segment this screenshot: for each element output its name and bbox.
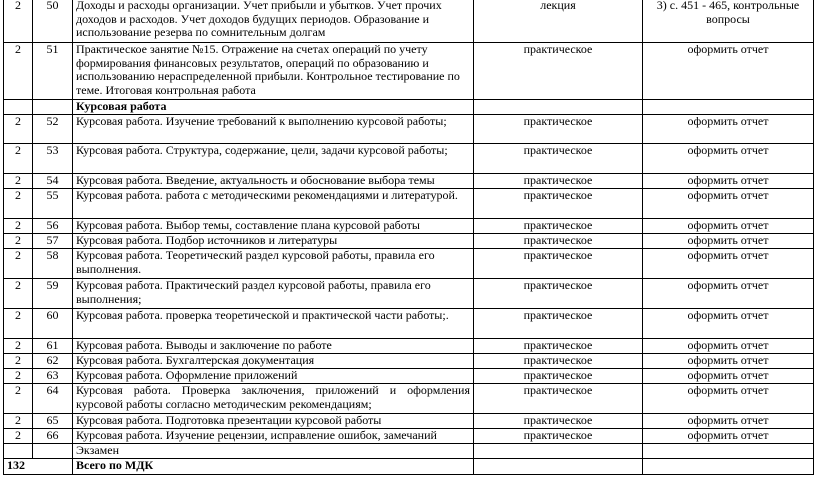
- topic-keyword: Курсовая работа.: [76, 173, 163, 187]
- topic-text: Подбор источников и литературы: [165, 233, 338, 247]
- lesson-number-cell: 60: [33, 309, 73, 339]
- topic-text: Теоретический раздел курсовой работы, правила его выполнения.: [76, 248, 435, 276]
- topic-keyword: Курсовая работа.: [76, 278, 163, 292]
- topic-text: Проверка заключения, приложений и оформления курсовой работы согласно методическим рекомендациям;: [76, 383, 470, 411]
- empty-cell: [33, 100, 73, 115]
- topic-cell: [73, 384, 474, 414]
- topic-text: проверка теоретической и практической части работы;.: [165, 308, 449, 322]
- topic-cell: Доходы и расходы организации. Учет прибыли и убытков. Учет прочих доходов и расходов. Учет доходов будущих периодов. Образование и использование резерва по сомнительным долгам: [73, 0, 474, 43]
- table-row: [4, 339, 814, 354]
- homework-cell: оформить отчет: [643, 219, 814, 234]
- homework-cell: оформить отчет: [643, 414, 814, 429]
- homework-cell: оформить отчет: [643, 43, 814, 100]
- lesson-number-cell: 64: [33, 384, 73, 414]
- lesson-number-cell: 61: [33, 339, 73, 354]
- topic-text: Подготовка презентации курсовой работы: [165, 413, 382, 427]
- lesson-type-cell: практическое: [474, 384, 643, 414]
- topic-keyword: Курсовая работа.: [76, 308, 163, 322]
- homework-cell: оформить отчет: [643, 234, 814, 249]
- lesson-type-cell: практическое: [474, 339, 643, 354]
- exam-label: Экзамен: [73, 444, 474, 459]
- table-row: [4, 189, 814, 219]
- exam-row: [4, 444, 814, 459]
- topic-keyword: Курсовая работа.: [76, 428, 163, 442]
- table-row: [4, 369, 814, 384]
- lesson-number-cell: 62: [33, 354, 73, 369]
- table-row: [4, 115, 814, 144]
- topic-cell: [73, 189, 474, 219]
- empty-cell: [4, 100, 33, 115]
- empty-cell: [474, 100, 643, 115]
- table-row: [4, 354, 814, 369]
- topic-text: Выбор темы, составление плана курсовой работы: [165, 218, 420, 232]
- table-row: [4, 249, 814, 279]
- lesson-number-cell: 56: [33, 219, 73, 234]
- topic-keyword: Курсовая работа.: [76, 383, 171, 397]
- empty-cell: [33, 444, 73, 459]
- topic-keyword: Курсовая работа.: [76, 143, 163, 157]
- homework-cell: оформить отчет: [643, 354, 814, 369]
- topic-cell: [73, 115, 474, 144]
- topic-keyword: Курсовая работа.: [76, 218, 163, 232]
- lesson-type-cell: практическое: [474, 115, 643, 144]
- topic-cell: [73, 339, 474, 354]
- topic-keyword: Курсовая работа.: [76, 248, 163, 262]
- topic-text: Практический раздел курсовой работы, правила его выполнения;: [76, 278, 431, 306]
- homework-cell: 3) с. 451 - 465, контрольные вопросы: [643, 0, 814, 43]
- lesson-type-cell: практическое: [474, 369, 643, 384]
- homework-cell: оформить отчет: [643, 339, 814, 354]
- topic-cell: [73, 219, 474, 234]
- topic-cell: [73, 354, 474, 369]
- topic-text: Бухгалтерская документация: [165, 353, 315, 367]
- semester-cell: 2: [4, 144, 33, 174]
- table-row: [4, 384, 814, 414]
- semester-cell: 2: [4, 309, 33, 339]
- semester-cell: 2: [4, 249, 33, 279]
- total-hours: 132: [4, 459, 73, 475]
- topic-cell: [73, 309, 474, 339]
- lesson-number-cell: 63: [33, 369, 73, 384]
- table-row: [4, 0, 814, 43]
- table-row: [4, 174, 814, 189]
- table-row: [4, 219, 814, 234]
- lesson-type-cell: практическое: [474, 414, 643, 429]
- lesson-number-cell: 58: [33, 249, 73, 279]
- total-row: [4, 459, 814, 475]
- lesson-type-cell: практическое: [474, 144, 643, 174]
- semester-cell: 2: [4, 279, 33, 309]
- topic-keyword: Курсовая работа.: [76, 233, 163, 247]
- homework-cell: оформить отчет: [643, 189, 814, 219]
- table-row: [4, 43, 814, 100]
- lesson-type-cell: практическое: [474, 309, 643, 339]
- lesson-type-cell: практическое: [474, 189, 643, 219]
- lesson-number-cell: 54: [33, 174, 73, 189]
- empty-cell: [643, 444, 814, 459]
- homework-cell: оформить отчет: [643, 279, 814, 309]
- semester-cell: 2: [4, 43, 33, 100]
- homework-cell: оформить отчет: [643, 384, 814, 414]
- lesson-number-cell: 65: [33, 414, 73, 429]
- topic-keyword: Курсовая работа.: [76, 338, 163, 352]
- table-row: [4, 414, 814, 429]
- topic-cell: [73, 414, 474, 429]
- lesson-number-cell: 53: [33, 144, 73, 174]
- curriculum-table-body: [4, 0, 814, 475]
- homework-cell: оформить отчет: [643, 144, 814, 174]
- topic-cell: [73, 369, 474, 384]
- lesson-number-cell: 52: [33, 115, 73, 144]
- semester-cell: 2: [4, 115, 33, 144]
- homework-cell: оформить отчет: [643, 369, 814, 384]
- table-row: [4, 144, 814, 174]
- semester-cell: 2: [4, 384, 33, 414]
- semester-cell: 2: [4, 429, 33, 444]
- semester-cell: 2: [4, 339, 33, 354]
- homework-cell: оформить отчет: [643, 115, 814, 144]
- lesson-number-cell: 51: [33, 43, 73, 100]
- homework-cell: оформить отчет: [643, 429, 814, 444]
- lesson-number-cell: 50: [33, 0, 73, 43]
- section-title: Курсовая работа: [73, 100, 474, 115]
- empty-cell: [474, 459, 643, 475]
- topic-cell: [73, 429, 474, 444]
- table-row: [4, 234, 814, 249]
- lesson-number-cell: 55: [33, 189, 73, 219]
- lesson-type-cell: лекция: [474, 0, 643, 43]
- lesson-type-cell: практическое: [474, 219, 643, 234]
- semester-cell: 2: [4, 0, 33, 43]
- semester-cell: 2: [4, 354, 33, 369]
- homework-cell: оформить отчет: [643, 309, 814, 339]
- semester-cell: 2: [4, 414, 33, 429]
- topic-cell: [73, 249, 474, 279]
- homework-cell: оформить отчет: [643, 174, 814, 189]
- lesson-type-cell: практическое: [474, 43, 643, 100]
- total-label: Всего по МДК: [73, 459, 474, 475]
- topic-keyword: Курсовая работа.: [76, 188, 163, 202]
- topic-text: Изучение требований к выполнению курсовой работы;: [165, 114, 447, 128]
- homework-cell: оформить отчет: [643, 249, 814, 279]
- lesson-type-cell: практическое: [474, 234, 643, 249]
- topic-cell: [73, 174, 474, 189]
- lesson-number-cell: 57: [33, 234, 73, 249]
- empty-cell: [4, 444, 33, 459]
- semester-cell: 2: [4, 174, 33, 189]
- topic-text: Оформление приложений: [165, 368, 298, 382]
- semester-cell: 2: [4, 369, 33, 384]
- topic-text: Введение, актуальность и обоснование выбора темы: [165, 173, 435, 187]
- empty-cell: [643, 459, 814, 475]
- table-row: [4, 309, 814, 339]
- semester-cell: 2: [4, 234, 33, 249]
- section-row: [4, 100, 814, 115]
- lesson-type-cell: практическое: [474, 279, 643, 309]
- topic-text: работа с методическими рекомендациями и литературой.: [165, 188, 458, 202]
- semester-cell: 2: [4, 189, 33, 219]
- topic-cell: Практическое занятие №15. Отражение на счетах операций по учету формирования финансовых результатов, операций по образованию и использованию нераспределенной прибыли. Контрольное тестирование по теме. Итоговая контрольная работа: [73, 43, 474, 100]
- topic-text: Изучение рецензии, исправление ошибок, замечаний: [165, 428, 437, 442]
- topic-cell: [73, 279, 474, 309]
- topic-keyword: Курсовая работа.: [76, 353, 163, 367]
- lesson-number-cell: 59: [33, 279, 73, 309]
- topic-cell: [73, 144, 474, 174]
- topic-keyword: Курсовая работа.: [76, 413, 163, 427]
- topic-cell: [73, 234, 474, 249]
- semester-cell: 2: [4, 219, 33, 234]
- topic-keyword: Курсовая работа.: [76, 114, 163, 128]
- topic-keyword: Курсовая работа.: [76, 368, 163, 382]
- lesson-type-cell: практическое: [474, 174, 643, 189]
- table-row: [4, 429, 814, 444]
- table-row: [4, 279, 814, 309]
- lesson-type-cell: практическое: [474, 354, 643, 369]
- empty-cell: [474, 444, 643, 459]
- lesson-type-cell: практическое: [474, 429, 643, 444]
- lesson-type-cell: практическое: [474, 249, 643, 279]
- curriculum-table: [3, 0, 814, 475]
- empty-cell: [643, 100, 814, 115]
- lesson-number-cell: 66: [33, 429, 73, 444]
- topic-text: Структура, содержание, цели, задачи курсовой работы;: [165, 143, 448, 157]
- topic-text: Выводы и заключение по работе: [165, 338, 332, 352]
